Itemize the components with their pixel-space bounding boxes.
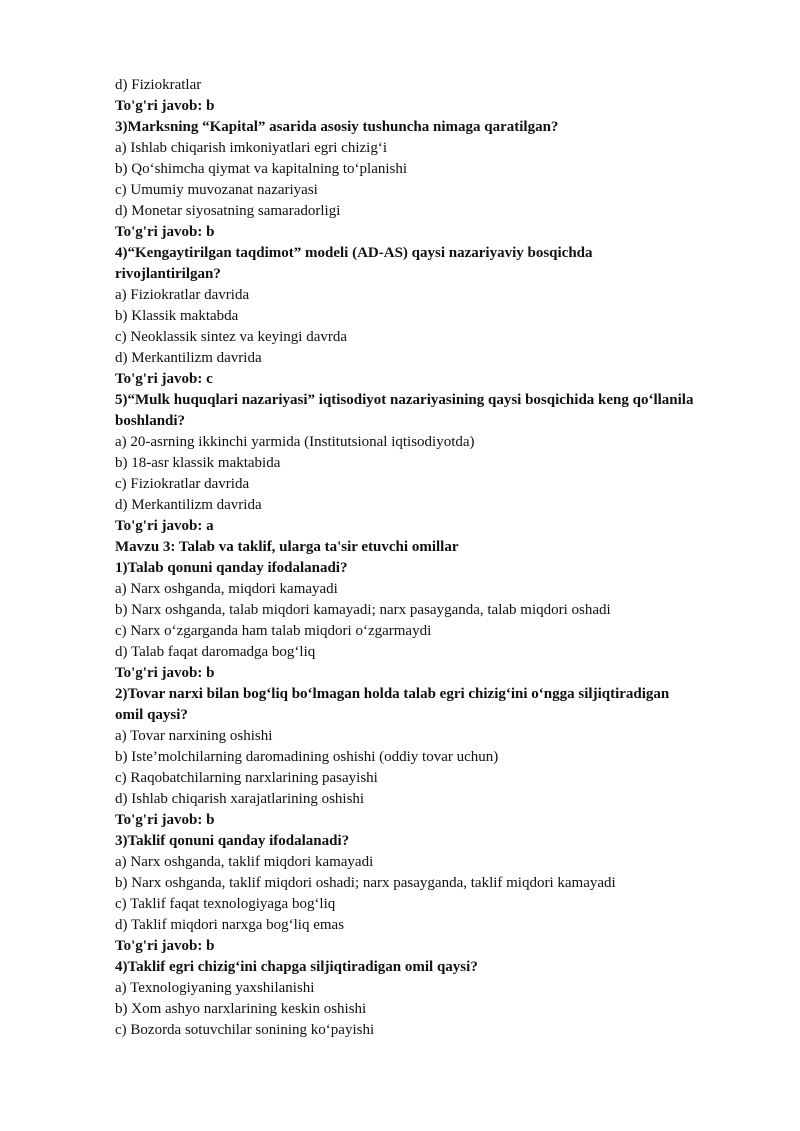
text-line: d) Fiziokratlar: [115, 77, 202, 93]
text-line: d) Talab faqat daromadga bog‘liq: [115, 644, 316, 660]
text-line: a) 20-asrning ikkinchi yarmida (Institutsional iqtisodiyotda): [115, 434, 475, 450]
text-line: a) Tovar narxining oshishi: [115, 728, 273, 744]
text-line: a) Narx oshganda, miqdori kamayadi: [115, 581, 338, 597]
text-line: d) Taklif miqdori narxga bog‘liq emas: [115, 917, 345, 933]
text-line: c) Fiziokratlar davrida: [115, 476, 250, 492]
bold-text-line: To'g'ri javob: c: [115, 371, 213, 387]
bold-text-line: To'g'ri javob: b: [115, 938, 215, 954]
bold-text-line: 1)Talab qonuni qanday ifodalanadi?: [115, 560, 348, 576]
text-line: a) Fiziokratlar davrida: [115, 287, 250, 303]
bold-text-line: To'g'ri javob: b: [115, 665, 215, 681]
text-line: b) Qo‘shimcha qiymat va kapitalning to‘planishi: [115, 161, 408, 177]
text-line: a) Ishlab chiqarish imkoniyatlari egri chizig‘i: [115, 140, 387, 156]
text-line: c) Umumiy muvozanat nazariyasi: [115, 182, 318, 198]
bold-text-line: To'g'ri javob: b: [115, 812, 215, 828]
bold-text-line: 3)Taklif qonuni qanday ifodalanadi?: [115, 833, 350, 849]
text-line: c) Taklif faqat texnologiyaga bog‘liq: [115, 896, 336, 912]
text-line: c) Narx o‘zgarganda ham talab miqdori o‘zgarmaydi: [115, 623, 432, 639]
text-line: d) Merkantilizm davrida: [115, 350, 262, 366]
bold-text-line: To'g'ri javob: a: [115, 518, 214, 534]
text-line: c) Neoklassik sintez va keyingi davrda: [115, 329, 348, 345]
bold-text-line: boshlandi?: [115, 413, 186, 429]
text-line: d) Merkantilizm davrida: [115, 497, 262, 513]
bold-text-line: Mavzu 3: Talab va taklif, ularga ta'sir etuvchi omillar: [115, 539, 459, 555]
text-line: b) Narx oshganda, taklif miqdori oshadi; narx pasayganda, taklif miqdori kamayadi: [115, 875, 616, 891]
text-line: b) Narx oshganda, talab miqdori kamayadi; narx pasayganda, talab miqdori oshadi: [115, 602, 611, 618]
text-line: c) Raqobatchilarning narxlarining pasayishi: [115, 770, 378, 786]
text-line: b) Iste’molchilarning daromadining oshishi (oddiy tovar uchun): [115, 749, 499, 765]
text-line: b) Xom ashyo narxlarining keskin oshishi: [115, 1001, 367, 1017]
bold-text-line: omil qaysi?: [115, 707, 188, 723]
bold-text-line: To'g'ri javob: b: [115, 224, 215, 240]
text-line: b) Klassik maktabda: [115, 308, 239, 324]
bold-text-line: To'g'ri javob: b: [115, 98, 215, 114]
bold-text-line: 5)“Mulk huquqlari nazariyasi” iqtisodiyot nazariyasining qaysi bosqichida keng qo‘llanila: [115, 392, 694, 408]
bold-text-line: 4)Taklif egri chizig‘ini chapga siljiqtiradigan omil qaysi?: [115, 959, 478, 975]
text-line: a) Narx oshganda, taklif miqdori kamayadi: [115, 854, 374, 870]
bold-text-line: 2)Tovar narxi bilan bog‘liq bo‘lmagan holda talab egri chizig‘ini o‘ngga siljiqtiradigan: [115, 686, 670, 702]
bold-text-line: 4)“Kengaytirilgan taqdimot” modeli (AD-AS) qaysi nazariyaviy bosqichda: [115, 245, 593, 261]
text-line: b) 18-asr klassik maktabida: [115, 455, 281, 471]
text-line: a) Texnologiyaning yaxshilanishi: [115, 980, 315, 996]
bold-text-line: 3)Marksning “Kapital” asarida asosiy tushuncha nimaga qaratilgan?: [115, 119, 559, 135]
bold-text-line: rivojlantirilgan?: [115, 266, 221, 282]
text-line: c) Bozorda sotuvchilar sonining ko‘payishi: [115, 1022, 375, 1038]
text-line: d) Monetar siyosatning samaradorligi: [115, 203, 341, 219]
text-line: d) Ishlab chiqarish xarajatlarining oshishi: [115, 791, 365, 807]
document-body: [115, 75, 745, 1041]
